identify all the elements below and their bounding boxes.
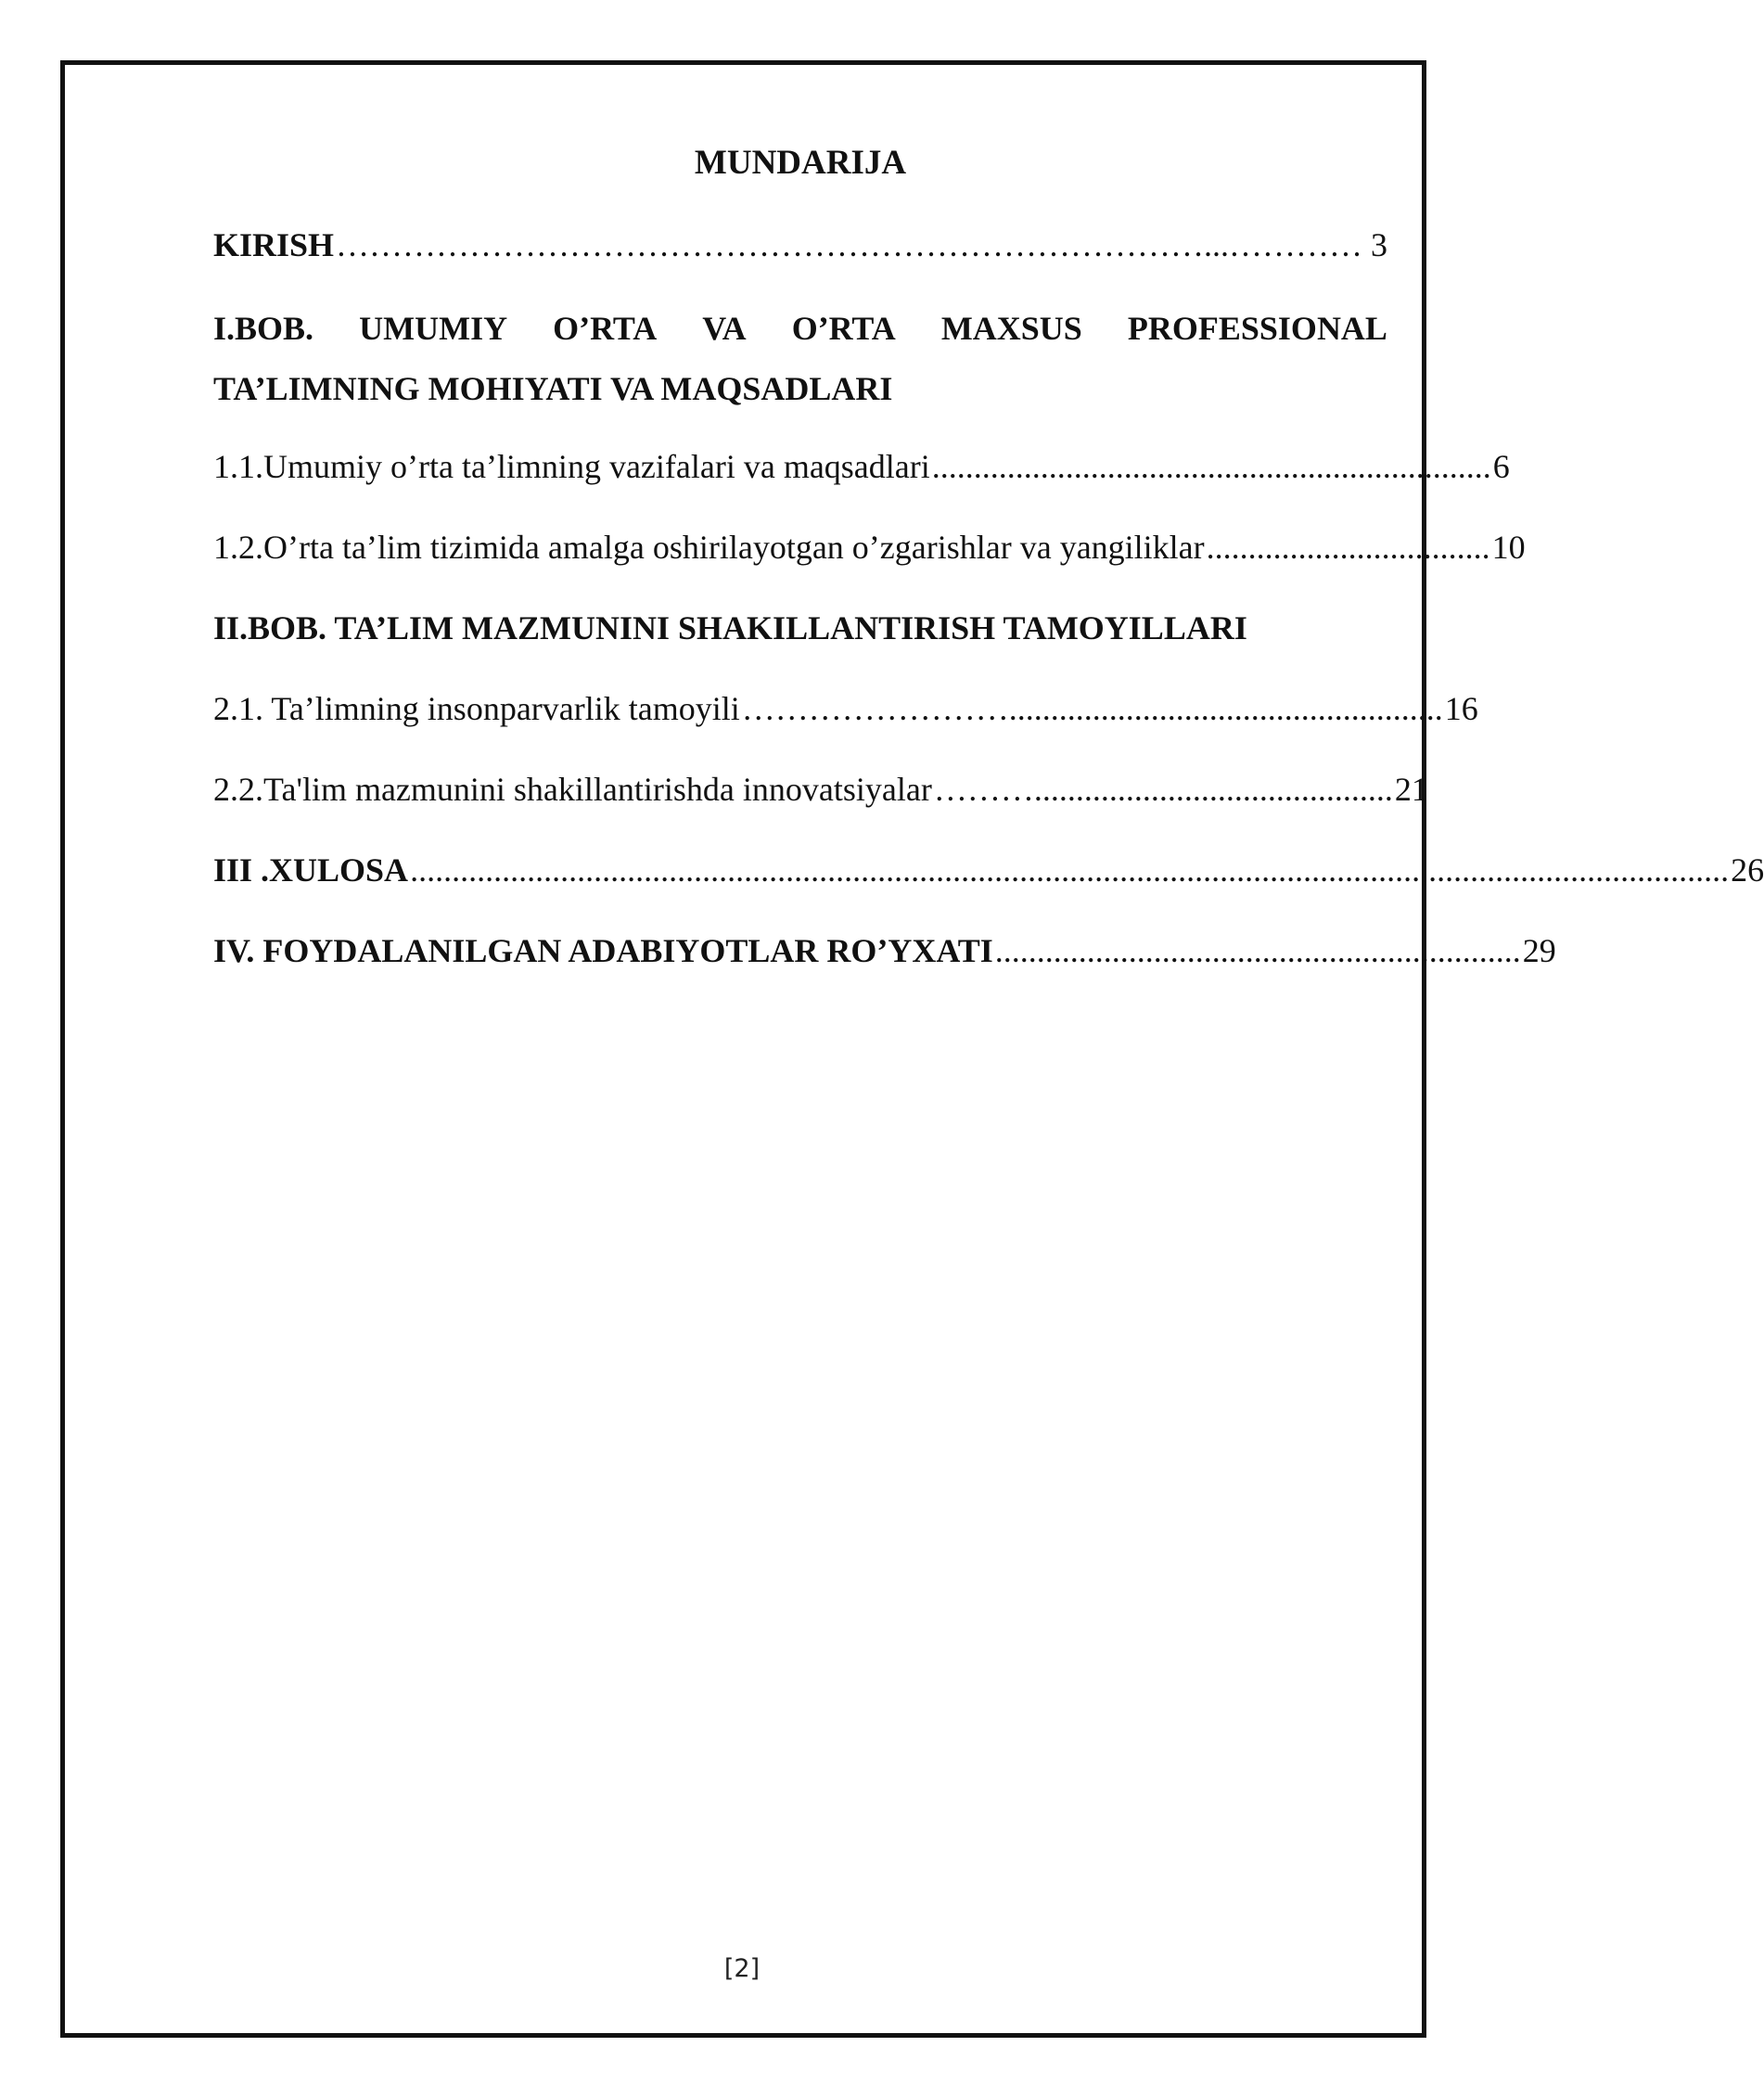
chapter-1-word: O’RTA (553, 310, 658, 347)
toc-entry-number: 1.1. (213, 448, 263, 485)
toc-leader-dots: ................................................................... (931, 448, 1491, 485)
toc-entry-1-2[interactable] (213, 523, 1526, 571)
toc-leader-dots: .................................. (1206, 529, 1490, 566)
chapter-1-word: O’RTA (791, 310, 896, 347)
toc-page-number: 10 (1491, 529, 1526, 566)
toc-entry-number: 1.2. (213, 529, 263, 566)
toc-entry-label: O’rta ta’lim tizimida amalga oshirilayotgan o’zgarishlar va yangiliklar (263, 529, 1205, 566)
toc-entry-label: IV. FOYDALANILGAN ADABIYOTLAR RO’YXATI (213, 932, 993, 969)
toc-page-number: 29 (1522, 932, 1556, 969)
chapter-1-line-1 (213, 299, 1387, 359)
toc-entry-label: Ta’limning insonparvarlik tamoyili (263, 690, 740, 727)
page-footer-number: [2] (723, 1954, 761, 1983)
toc-entry-label: KIRISH (213, 226, 335, 263)
chapter-1-word: I.BOB. (213, 310, 314, 347)
toc-leader-dots: …………………….................................................... (741, 690, 1443, 727)
toc-page-number: 16 (1444, 690, 1478, 727)
toc-entry-chapter-1[interactable] (213, 299, 1387, 419)
toc-entry-2-1[interactable] (213, 684, 1478, 733)
chapter-1-word: PROFESSIONAL (1127, 310, 1387, 347)
toc-entry-xulosa[interactable] (213, 846, 1764, 894)
chapter-1-word: UMUMIY (359, 310, 508, 347)
toc-page-number: 26 (1731, 851, 1764, 889)
toc-entry-label: II.BOB. TA’LIM MAZMUNINI SHAKILLANTIRISH TAMOYILLARI (213, 609, 1247, 646)
toc-entry-number: 2.2. (213, 771, 263, 808)
toc-page-number: 6 (1492, 448, 1510, 485)
toc-entry-label: III .XULOSA (213, 851, 409, 889)
chapter-1-line-2: TA’LIMNING MOHIYATI VA MAQSADLARI (213, 370, 893, 407)
toc-leader-dots: .............................................................................................................................................................. (410, 851, 1730, 889)
toc-page-number: 3 (1371, 226, 1387, 263)
toc-entry-label: Umumiy o’rta ta’limning vazifalari va maqsadlari (263, 448, 930, 485)
toc-entry-chapter-2[interactable] (213, 604, 1387, 652)
toc-entry-number: 2.1. (213, 690, 263, 727)
chapter-1-word: VA (702, 310, 747, 347)
toc-title: MUNDARIJA (694, 144, 907, 182)
chapter-1-word: MAXSUS (940, 310, 1082, 347)
toc-entry-adabiyotlar[interactable] (213, 927, 1556, 975)
toc-page-number: 21 (1394, 771, 1428, 808)
toc-leader-dots: ............................................................... (994, 932, 1521, 969)
toc-leader-dots: ………........................................... (933, 771, 1393, 808)
toc-entry-1-1[interactable] (213, 442, 1510, 491)
toc-entry-label: Ta'lim mazmunini shakillantirishda innovatsiyalar (263, 771, 932, 808)
toc-entry-kirish[interactable] (213, 221, 1387, 269)
toc-entry-2-2[interactable] (213, 765, 1428, 813)
toc-leader-dots: ……………………………………………………………………...………… (336, 226, 1363, 263)
